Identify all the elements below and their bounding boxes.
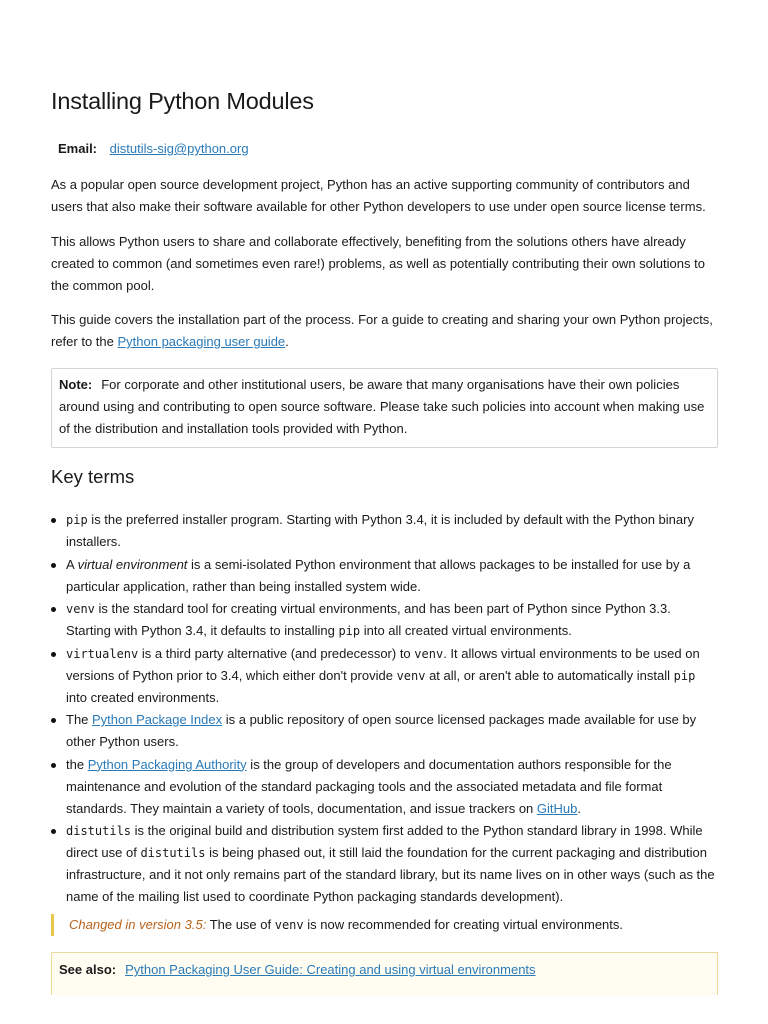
collaboration-paragraph: This allows Python users to share and collaborate effectively, benefiting from the solutions others have already created to common (and sometimes even rare!) problems, as well as potentially contributing their own solutions to the common pool. (51, 234, 705, 293)
term-text: A (66, 556, 78, 572)
term-text: is a public repository of open source licensed packages made available for use by other Python users. (66, 712, 697, 749)
term-text: is the preferred installer program. Starting with Python 3.4, it is included by default with the Python binary installers. (66, 512, 694, 549)
code-venv: venv (66, 602, 95, 616)
see-also-label: See also: (59, 962, 117, 977)
version-changed-note (51, 914, 719, 936)
email-field-row (58, 138, 249, 160)
code-virtualenv: virtualenv (66, 646, 139, 661)
code-pip: pip (338, 624, 361, 638)
list-item-distutils (51, 820, 718, 908)
term-emphasis: virtual environment (77, 556, 188, 572)
guide-text-before: This guide covers the installation part of the process. For a guide to creating and sharing your own Python projects, refer to the (51, 312, 713, 349)
list-item-venv (51, 598, 718, 642)
code-venv: venv (274, 918, 304, 932)
email-link[interactable]: distutils-sig@python.org (109, 141, 249, 156)
code-pip: pip (673, 668, 696, 683)
key-terms-heading: Key terms (51, 466, 135, 487)
code-distutils: distutils (140, 846, 206, 860)
term-text: is the group of developers and documentation authors responsible for the maintenance and evolution of the standard packaging tools and the associated metadata and file format standards. They maintain a variety of tools, documentation, and issue trackers on (66, 756, 672, 816)
page-title: Installing Python Modules (51, 88, 314, 114)
term-text: is the original build and distribution system first added to the Python standard library in 1998. While direct use of (66, 823, 703, 860)
guide-paragraph (51, 309, 718, 353)
note-label: Note: (59, 377, 93, 392)
python-packaging-authority-link[interactable]: Python Packaging Authority (87, 756, 247, 772)
term-text: is the standard tool for creating virtual environments, and has been part of Python since Python 3.3. Starting with Python 3.4, it defaults to installing (66, 601, 671, 638)
term-text: into all created virtual environments. (360, 623, 572, 638)
term-text: into created environments. (66, 689, 220, 705)
intro-paragraph: As a popular open source development project, Python has an active supporting community of contributors and users that also make their software available for other Python developers to use under open source license terms. (51, 177, 706, 214)
email-label: Email: (58, 141, 98, 156)
code-pip: pip (66, 513, 88, 527)
virtual-environments-guide-link[interactable]: Python Packaging User Guide: Creating and using virtual environments (125, 962, 536, 977)
list-item-virtualenv (51, 643, 718, 709)
github-link[interactable]: GitHub (536, 800, 578, 816)
term-text: is being phased out, it still laid the foundation for the current packaging and distribution infrastructure, and it not only remains part of the standard library, but its name lives on in other ways (such as the name of the mailing list used to coordinate Python packaging standards development). (66, 845, 715, 904)
term-text: at all, or aren't able to automatically install (425, 667, 674, 683)
term-text: . (577, 800, 581, 816)
code-distutils: distutils (66, 824, 132, 838)
python-package-index-link[interactable]: Python Package Index (92, 712, 223, 727)
changed-text: The use of (206, 917, 275, 932)
term-text: is a third party alternative (and predecessor) to (138, 645, 415, 661)
term-text: The (66, 712, 93, 727)
code-venv: venv (396, 668, 426, 683)
term-text: the (66, 756, 88, 772)
packaging-user-guide-link[interactable]: Python packaging user guide (117, 334, 286, 349)
term-text: . It allows virtual environments to be used on versions of Python prior to 3.4, which either don't provide (66, 645, 700, 683)
term-text: is a semi-isolated Python environment that allows packages to be installed for use by a particular application, rather than being installed system wide. (66, 556, 691, 594)
list-item-pip (51, 509, 718, 553)
list-item-virtual-environment (51, 554, 718, 598)
guide-text-after: . (285, 334, 289, 349)
see-also-box (51, 952, 718, 995)
code-venv: venv (414, 646, 444, 661)
key-terms-list (51, 509, 718, 909)
note-text: For corporate and other institutional users, be aware that many organisations have their own policies around using and contributing to open source software. Please take such policies into account when making use of the distribution and installation tools provided with Python. (59, 377, 705, 436)
list-item-pypi (51, 709, 718, 753)
changed-text: is now recommended for creating virtual environments. (303, 917, 624, 932)
version-changed-label: Changed in version 3.5: (69, 917, 207, 932)
note-box (51, 368, 718, 448)
list-item-pypa (51, 754, 718, 820)
